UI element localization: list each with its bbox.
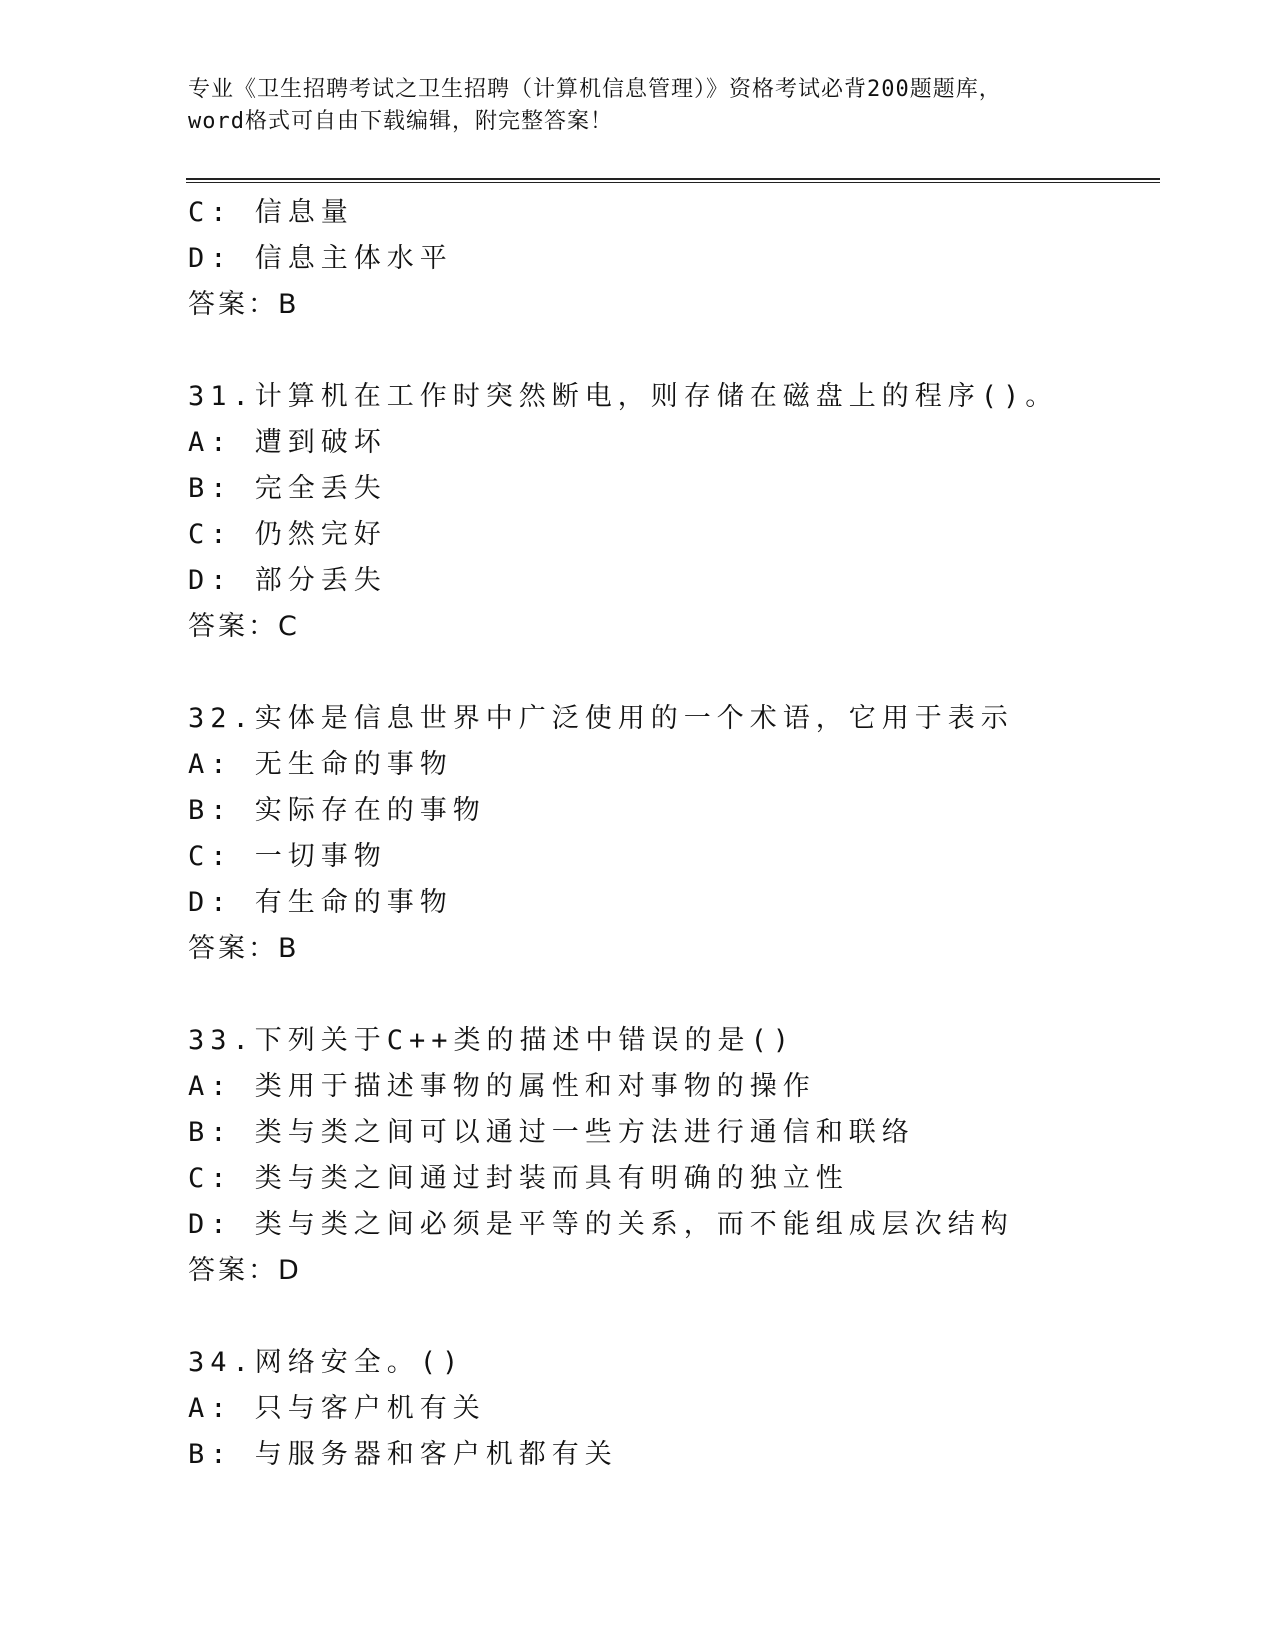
answer: 答案：B bbox=[188, 933, 300, 964]
option-b: B: 实际存在的事物 bbox=[188, 795, 486, 826]
option-a: A: 只与客户机有关 bbox=[188, 1393, 486, 1424]
question-stem: 31.计算机在工作时突然断电，则存储在磁盘上的程序()。 bbox=[188, 381, 1059, 412]
option-c: C: 类与类之间通过封装而具有明确的独立性 bbox=[188, 1163, 849, 1194]
option-a: A: 遭到破坏 bbox=[188, 427, 387, 458]
question-list bbox=[188, 190, 1148, 1478]
option-b: B: 类与类之间可以通过一些方法进行通信和联络 bbox=[188, 1117, 915, 1148]
option-c: C: 仍然完好 bbox=[188, 519, 387, 550]
answer: 答案：D bbox=[188, 1255, 302, 1286]
question-stem: 33.下列关于C++类的描述中错误的是() bbox=[188, 1025, 796, 1056]
spacer bbox=[188, 972, 1148, 1018]
question-32 bbox=[188, 696, 1148, 972]
question-30-continuation bbox=[188, 190, 1148, 328]
spacer bbox=[188, 1294, 1148, 1340]
question-stem: 34.网络安全。() bbox=[188, 1347, 465, 1378]
header-title-line-1: 专业《卫生招聘考试之卫生招聘（计算机信息管理）》资格考试必背200题题库， bbox=[188, 77, 1002, 102]
header-title-line-2: word格式可自由下载编辑，附完整答案！ bbox=[188, 109, 613, 134]
answer: 答案：B bbox=[188, 289, 300, 320]
question-31 bbox=[188, 374, 1148, 650]
answer: 答案：C bbox=[188, 611, 300, 642]
option-d: D: 部分丢失 bbox=[188, 565, 387, 596]
option-c: C: 一切事物 bbox=[188, 841, 387, 872]
option-d: D: 有生命的事物 bbox=[188, 887, 453, 918]
option-a: A: 无生命的事物 bbox=[188, 749, 453, 780]
option-d: D: 类与类之间必须是平等的关系，而不能组成层次结构 bbox=[188, 1209, 1014, 1240]
header-divider bbox=[186, 178, 1160, 183]
spacer bbox=[188, 328, 1148, 374]
option-b: B: 与服务器和客户机都有关 bbox=[188, 1439, 618, 1470]
option-b: B: 完全丢失 bbox=[188, 473, 387, 504]
option-a: A: 类用于描述事物的属性和对事物的操作 bbox=[188, 1071, 816, 1102]
spacer bbox=[188, 650, 1148, 696]
question-stem: 32.实体是信息世界中广泛使用的一个术语，它用于表示 bbox=[188, 703, 1014, 734]
document-header bbox=[188, 74, 1118, 138]
option-d: D: 信息主体水平 bbox=[188, 243, 453, 274]
question-33 bbox=[188, 1018, 1148, 1294]
option-c: C: 信息量 bbox=[188, 197, 354, 228]
question-34 bbox=[188, 1340, 1148, 1478]
